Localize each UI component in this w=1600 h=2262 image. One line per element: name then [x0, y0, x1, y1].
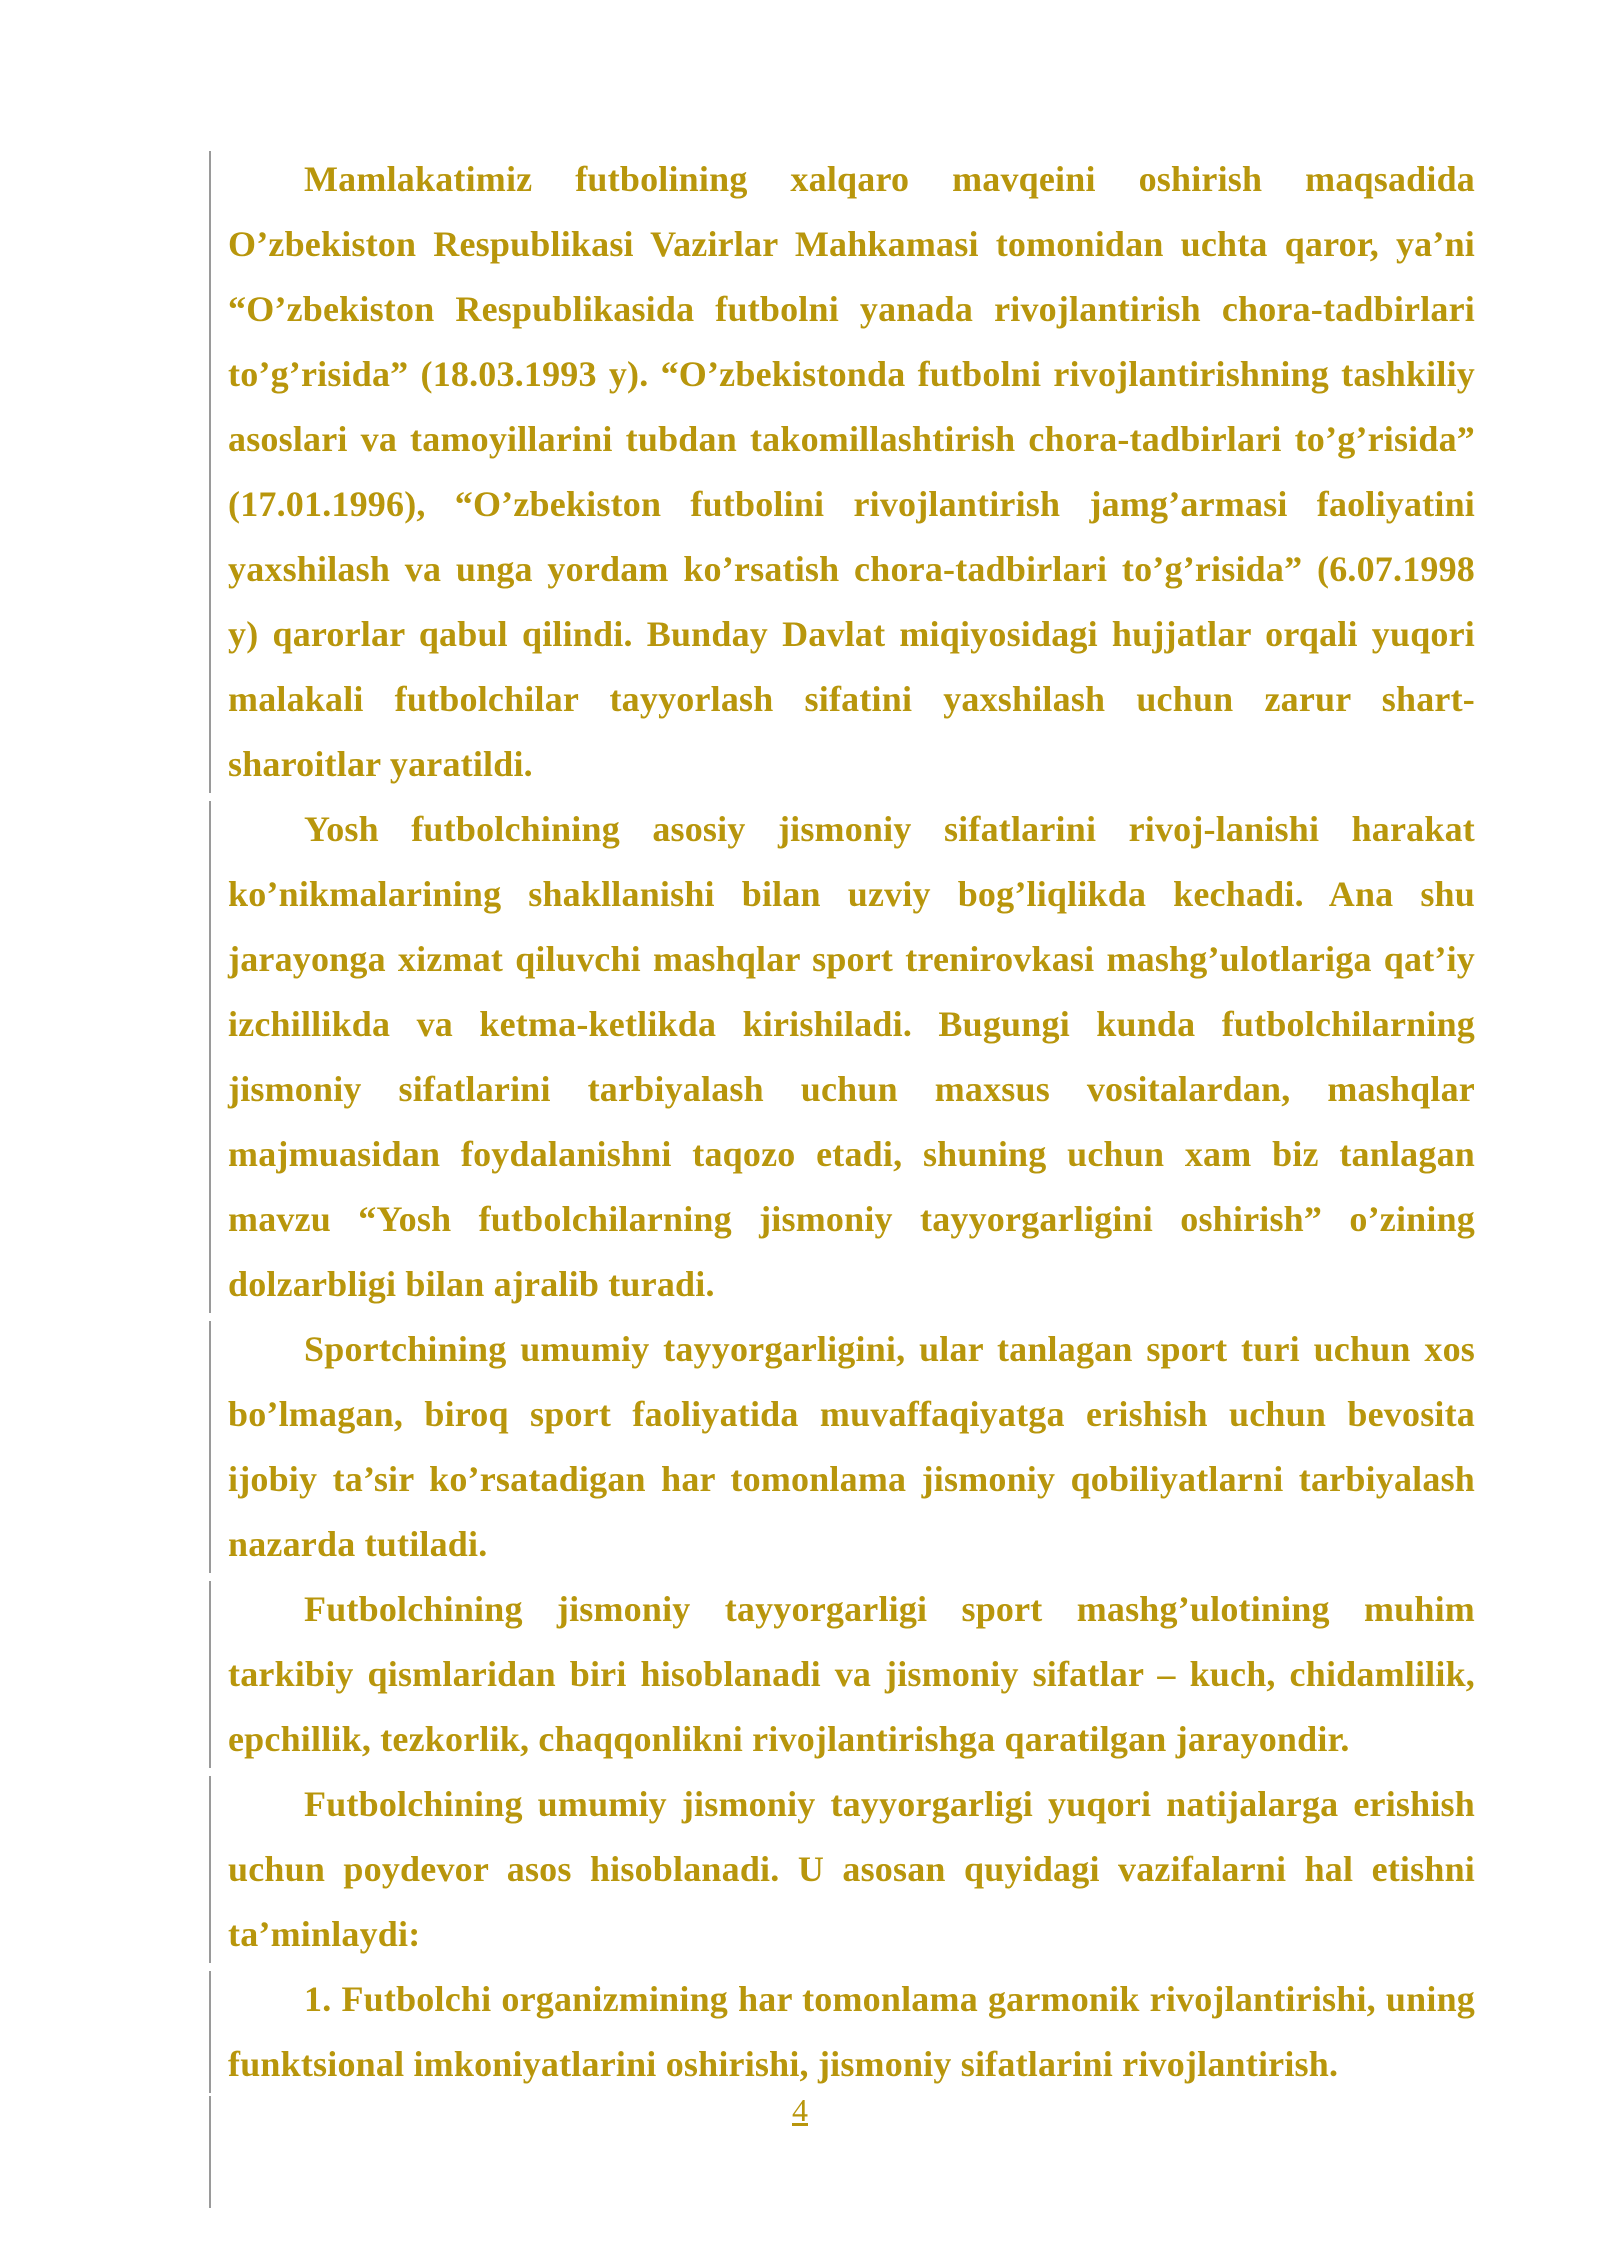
paragraph-general-preparation: Sportchining umumiy tayyorgarligini, ular tanlagan sport turi uchun xos bo’lmagan, biroq sport faoliyatida muvaffaqiyatga erishish uchun bevosita ijobiy ta’sir ko’rsatadigan har tomonlama jismoniy qobiliyatlarni tarbiyalash nazarda tutiladi. [228, 1317, 1475, 1577]
paragraph-intro: Mamlakatimiz futbolining xalqaro mavqeini oshirish maqsadida O’zbekiston Respublikasi Vazirlar Mahkamasi tomonidan uchta qaror, ya’ni “O’zbekiston Respublikasida futbolni yanada rivojlantirish chora-tadbirlari to’g’risida” (18.03.1993 y). “O’zbekistonda futbolni rivojlantirishning tashkiliy asoslari va tamoyillarini tubdan takomillashtirish chora-tadbirlari to’g’risida” (17.01.1996), “O’zbekiston futbolini rivojlantirish jamg’armasi faoliyatini yaxshilash va unga yordam ko’rsatish chora-tadbirlari to’g’risida” (6.07.1998 y) qarorlar qabul qilindi. Bunday Davlat miqiyosidagi hujjatlar orqali yuqori malakali futbolchilar tayyorlash sifatini yaxshilash uchun zarur shart-sharoitlar yaratildi. [228, 147, 1475, 797]
paragraph-physical-preparation: Futbolchining jismoniy tayyorgarligi sport mashg’ulotining muhim tarkibiy qismlaridan biri hisoblanadi va jismoniy sifatlar – kuch, chidamlilik, epchillik, tezkorlik, chaqqonlikni rivojlantirishga qaratilgan jarayondir. [228, 1577, 1475, 1772]
paragraph-foundation: Futbolchining umumiy jismoniy tayyorgarligi yuqori natijalarga erishish uchun poydevor asos hisoblanadi. U asosan quyidagi vazifalarni hal etishni ta’minlaydi: [228, 1772, 1475, 1967]
body-text [228, 147, 1475, 2097]
list-item-1: 1. Futbolchi organizmining har tomonlama garmonik rivojlantirishi, uning funktsional imkoniyatlarini oshirishi, jismoniy sifatlarini rivojlantirish. [228, 1967, 1475, 2097]
paragraph-physical-qualities: Yosh futbolchining asosiy jismoniy sifatlarini rivoj-lanishi harakat ko’nikmalarining shakllanishi bilan uzviy bog’liqlikda kechadi. Ana shu jarayonga xizmat qiluvchi mashqlar sport trenirovkasi mashg’ulotlariga qat’iy izchillikda va ketma-ketlikda kirishiladi. Bugungi kunda futbolchilarning jismoniy sifatlarini tarbiyalash uchun maxsus vositalardan, mashqlar majmuasidan foydalanishni taqozo etadi, shuning uchun xam biz tanlagan mavzu “Yosh futbolchilarning jismoniy tayyorgarligini oshirish” o’zining dolzarbligi bilan ajralib turadi. [228, 797, 1475, 1317]
page-number: 4 [792, 2092, 808, 2128]
